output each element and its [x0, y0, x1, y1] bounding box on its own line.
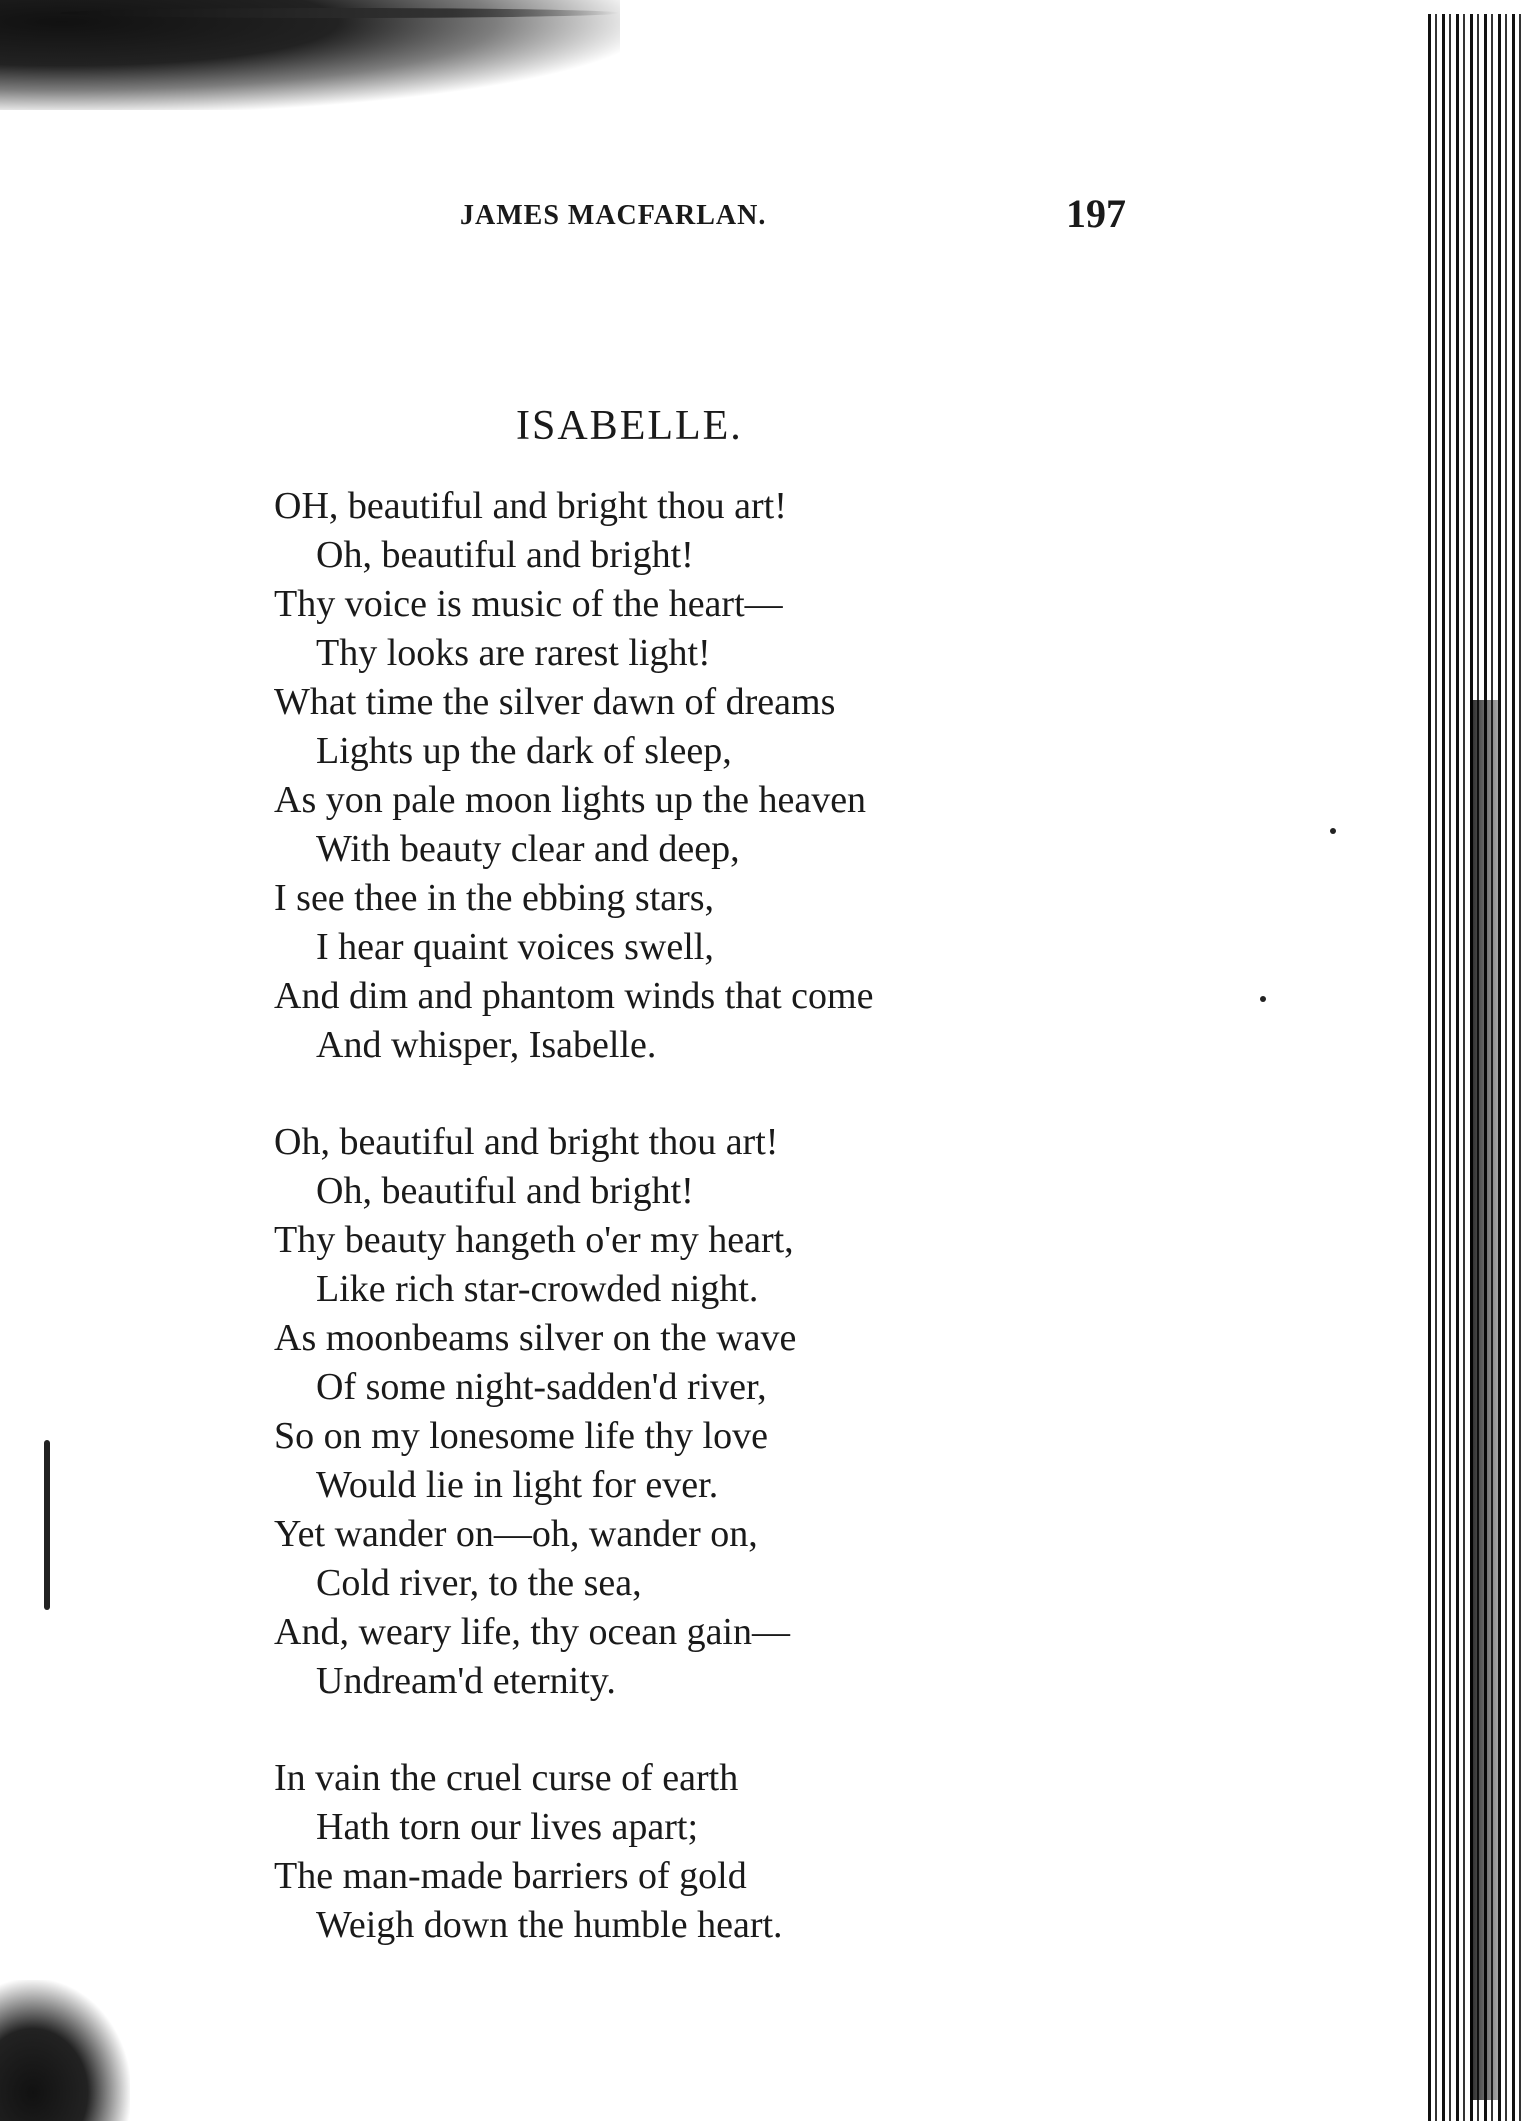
poem-line: Undream'd eternity.	[316, 1660, 616, 1702]
poem-line: Thy looks are rarest light!	[316, 632, 711, 674]
poem-line: The man-made barriers of gold	[274, 1855, 747, 1897]
poem-line: I hear quaint voices swell,	[316, 926, 714, 968]
scan-margin-mark	[44, 1440, 50, 1610]
poem-line: And dim and phantom winds that come	[274, 975, 874, 1017]
running-head: JAMES MACFARLAN.	[460, 200, 767, 231]
poem-line: In vain the cruel curse of earth	[274, 1757, 739, 1799]
scan-edge-shadow	[60, 8, 620, 18]
poem-line: Oh, beautiful and bright!	[316, 1170, 694, 1212]
poem-line: As moonbeams silver on the wave	[274, 1317, 797, 1359]
stanza-1	[274, 482, 1374, 1070]
poem-line: Thy voice is music of the heart—	[274, 583, 783, 625]
poem-line: Weigh down the humble heart.	[316, 1904, 783, 1946]
scan-ink-blot-bottom	[0, 1980, 130, 2121]
poem-line: And, weary life, thy ocean gain—	[274, 1611, 790, 1653]
poem-line: What time the silver dawn of dreams	[274, 681, 836, 723]
poem-line: As yon pale moon lights up the heaven	[274, 779, 867, 821]
poem-line: Would lie in light for ever.	[316, 1464, 719, 1506]
poem-line: I see thee in the ebbing stars,	[274, 877, 715, 919]
page-number: 197	[1066, 191, 1126, 236]
book-spine-shadow	[1470, 700, 1498, 2100]
poem-line: So on my lonesome life thy love	[274, 1415, 768, 1457]
poem-line: Oh, beautiful and bright!	[316, 534, 694, 576]
poem-line: OH, beautiful and bright thou art!	[274, 485, 787, 527]
stanza-3	[274, 1754, 1374, 1950]
poem-line: Of some night-sadden'd river,	[316, 1366, 767, 1408]
poem-line: And whisper, Isabelle.	[316, 1024, 657, 1066]
poem-line: Cold river, to the sea,	[316, 1562, 642, 1604]
poem-line: Yet wander on—oh, wander on,	[274, 1513, 758, 1555]
poem-line: Lights up the dark of sleep,	[316, 730, 732, 772]
poem-title: ISABELLE.	[516, 403, 743, 449]
poem-line: With beauty clear and deep,	[316, 828, 740, 870]
poem-line: Thy beauty hangeth o'er my heart,	[274, 1219, 794, 1261]
poem-line: Like rich star-crowded night.	[316, 1268, 759, 1310]
poem-body	[274, 482, 1374, 1998]
poem-line: Hath torn our lives apart;	[316, 1806, 699, 1848]
stanza-2	[274, 1118, 1374, 1706]
poem-line: Oh, beautiful and bright thou art!	[274, 1121, 779, 1163]
